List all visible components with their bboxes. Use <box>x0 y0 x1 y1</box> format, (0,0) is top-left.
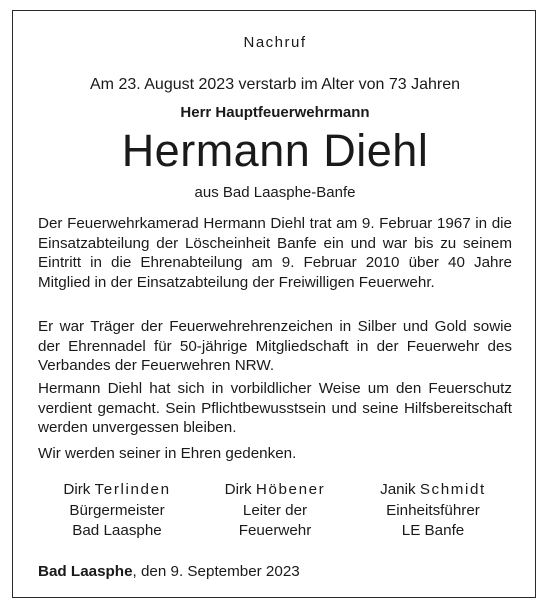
body-paragraph-honors: Er war Träger der Feuerwehrehrenzeichen in Silber und Gold sowie der Ehrennadel für 50-jährige Mitgliedschaft in der Feuerwehr des Verbandes der Feuerwehren NRW. <box>38 318 512 374</box>
signer-unit: Bad Laasphe <box>72 522 162 539</box>
signer-first-name: Dirk <box>224 481 252 498</box>
footer-place: Bad Laasphe <box>38 563 133 580</box>
deceased-origin: aus Bad Laasphe-Banfe <box>194 184 356 201</box>
body-paragraph-remembrance: Wir werden seiner in Ehren gedenken. <box>38 445 297 462</box>
signer-fire-chief <box>196 480 354 542</box>
footer-date: , den 9. September 2023 <box>132 563 300 580</box>
deceased-name: Hermann Diehl <box>121 125 429 176</box>
signer-role: Einheitsführer <box>386 501 480 519</box>
death-notice-line: Am 23. August 2023 verstarb im Alter von 73 Jahren <box>90 76 460 93</box>
obituary-heading: Nachruf <box>243 34 307 51</box>
signer-unit-leader <box>354 480 512 542</box>
signer-mayor <box>38 480 196 542</box>
deceased-rank: Herr Hauptfeuerwehrmann <box>180 104 370 121</box>
signer-first-name: Janik <box>380 481 416 498</box>
signer-name <box>196 480 354 501</box>
signatories <box>38 480 512 542</box>
signer-name <box>354 480 512 501</box>
signer-role: Leiter der <box>242 501 308 519</box>
signer-role: Bürgermeister <box>69 501 165 519</box>
signer-unit: Feuerwehr <box>238 522 312 539</box>
signer-last-name: Terlinden <box>94 481 171 498</box>
signer-first-name: Dirk <box>63 481 91 498</box>
signer-unit: LE Banfe <box>401 522 465 539</box>
place-and-date <box>38 563 300 580</box>
body-paragraph-tribute: Hermann Diehl hat sich in vorbildlicher Weise um den Feuerschutz verdient gemacht. Sein Pflichtbewusstsein und seine Hilfsbereitschaft werden unvergessen bleiben. <box>38 380 512 436</box>
body-paragraph-service: Der Feuerwehrkamerad Hermann Diehl trat am 9. Februar 1967 in die Einsatzabteilung der Löscheinheit Banfe ein und war bis zu seinem Eintritt in die Ehrenabteilung am 9. Februar 2010 über 40 Jahre Mitglied in der Einsatzabteilung der Freiwilligen Feuerwehr. <box>38 215 512 291</box>
signer-last-name: Schmidt <box>419 481 486 498</box>
signer-last-name: Höbener <box>255 481 326 498</box>
signer-name <box>38 480 196 501</box>
